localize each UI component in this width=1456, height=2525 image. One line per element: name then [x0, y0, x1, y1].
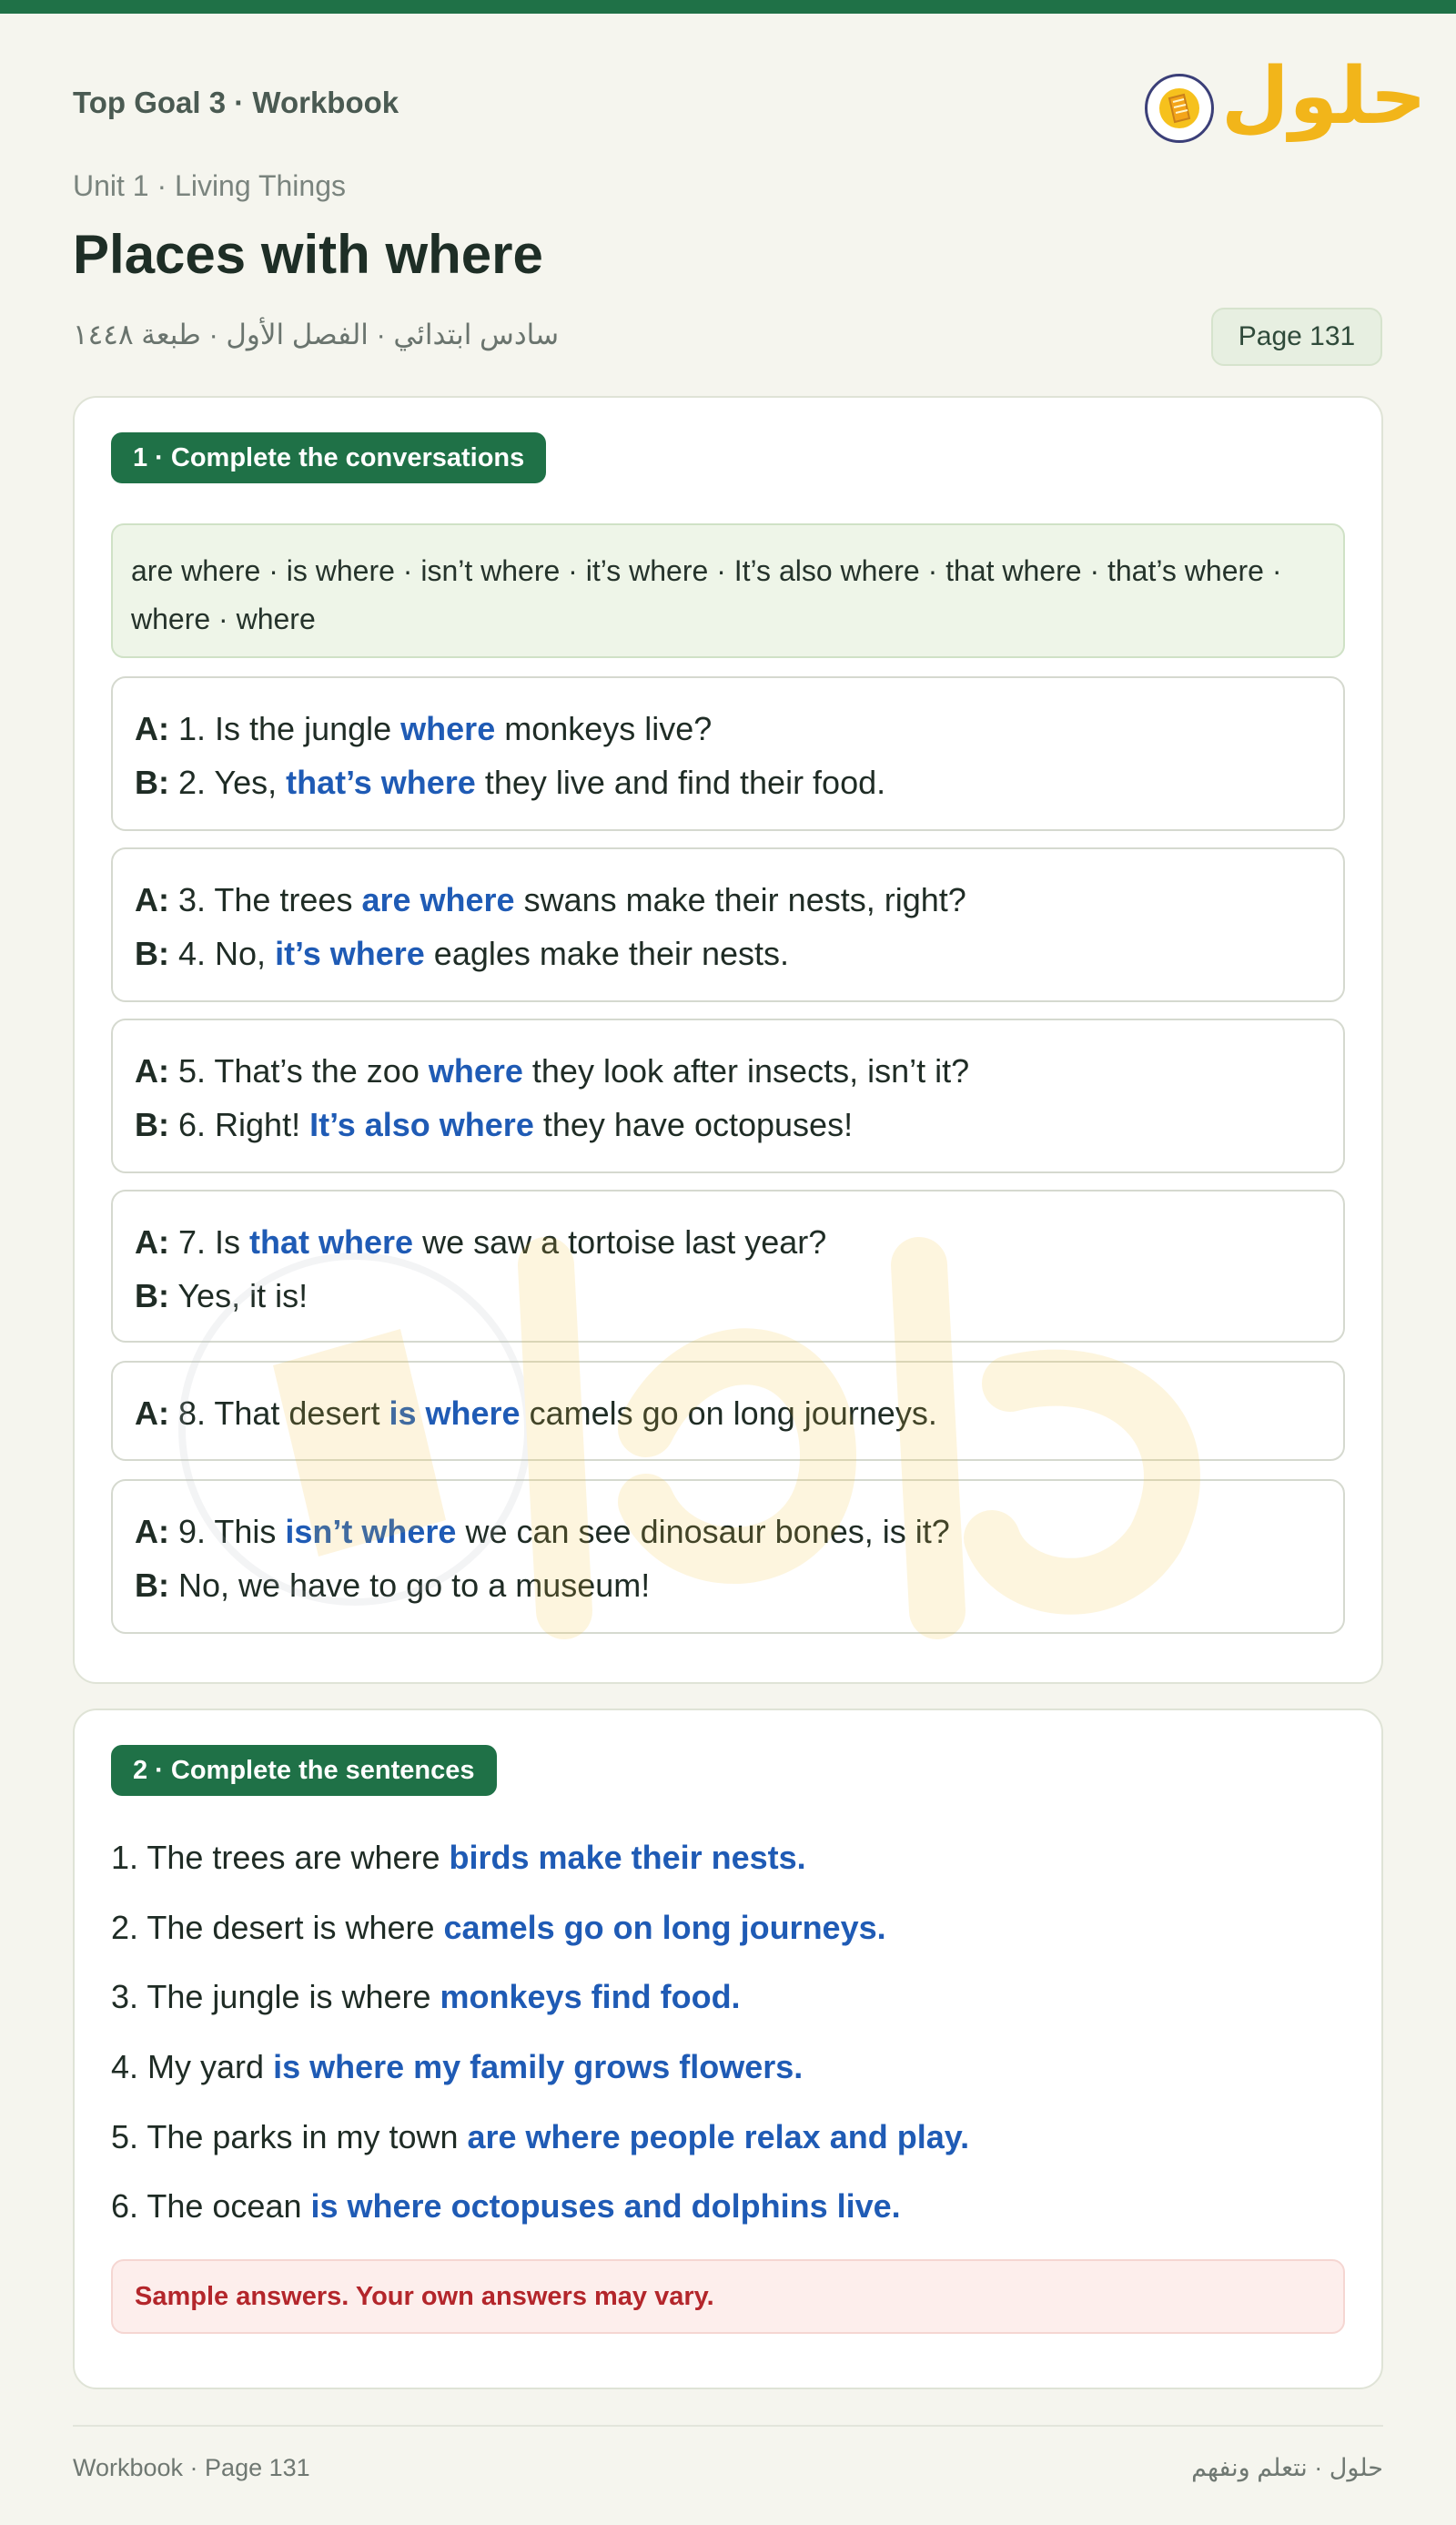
- dialogue-line: [135, 1044, 1321, 1098]
- dialogue-line: [135, 873, 1321, 927]
- line-text: monkeys live?: [495, 710, 713, 747]
- answer-text: are where: [361, 881, 515, 918]
- line-text: 3. The trees: [169, 881, 362, 918]
- footer-page-label: Workbook · Page 131: [73, 2454, 310, 2481]
- answer-text: monkeys find food.: [440, 1978, 741, 2015]
- answer-text: is where: [389, 1394, 521, 1432]
- speaker-label: B:: [135, 1106, 169, 1143]
- dialogue-line: [135, 1386, 1321, 1440]
- answer-text: where: [400, 710, 496, 747]
- sentence-item: [111, 1978, 741, 2016]
- sentence-prompt: 6. The ocean: [111, 2187, 311, 2225]
- sample-answers-note: Sample answers. Your own answers may vary.: [111, 2259, 1345, 2334]
- sentence-item: [111, 1839, 806, 1877]
- answer-text: isn’t where: [285, 1513, 457, 1550]
- dialogue-line: [135, 1269, 1321, 1323]
- sentence-prompt: 3. The jungle is where: [111, 1978, 440, 2015]
- dialogue-line: [135, 1098, 1321, 1151]
- sentence-prompt: 4. My yard: [111, 2048, 274, 2085]
- line-text: 2. Yes,: [169, 764, 287, 801]
- line-text: 5. That’s the zoo: [169, 1052, 429, 1090]
- logo-wordmark: حلول: [1221, 51, 1427, 142]
- page-title: Places with where: [73, 224, 543, 285]
- line-text: 4. No,: [169, 935, 276, 972]
- sentence-prompt: 1. The trees are where: [111, 1839, 450, 1876]
- speaker-label: A:: [135, 1513, 169, 1550]
- sentence-prompt: 2. The desert is where: [111, 1909, 444, 1946]
- answer-text: where: [428, 1052, 523, 1090]
- sentence-prompt: 5. The parks in my town: [111, 2118, 468, 2155]
- answer-text: camels go on long journeys.: [443, 1909, 886, 1946]
- answer-text: that’s where: [286, 764, 476, 801]
- sentence-item: [111, 2048, 803, 2086]
- book-title: Top Goal 3 · Workbook: [73, 86, 399, 119]
- line-text: 1. Is the jungle: [169, 710, 401, 747]
- line-text: Yes, it is!: [169, 1277, 308, 1314]
- line-text: we can see dinosaur bones, is it?: [456, 1513, 950, 1550]
- answer-text: it’s where: [275, 935, 425, 972]
- conversation-3: [111, 1019, 1345, 1173]
- line-text: 8. That desert: [169, 1394, 389, 1432]
- speaker-label: A:: [135, 1052, 169, 1090]
- dialogue-line: [135, 927, 1321, 980]
- speaker-label: B:: [135, 764, 169, 801]
- line-text: they look after insects, isn’t it?: [522, 1052, 970, 1090]
- dialogue-line: [135, 1558, 1321, 1612]
- sentence-item: [111, 2118, 969, 2156]
- speaker-label: A:: [135, 881, 169, 918]
- sentence-item: [111, 1909, 886, 1947]
- answer-text: birds make their nests.: [449, 1839, 806, 1876]
- footer-divider: [73, 2425, 1383, 2427]
- hulul-logo[interactable]: [1145, 51, 1427, 157]
- logo-book-icon: [1145, 74, 1214, 143]
- sentences-card: [73, 1709, 1383, 2389]
- section-1-heading: 1 · Complete the conversations: [111, 432, 546, 483]
- answer-text: is where my family grows flowers.: [273, 2048, 804, 2085]
- conversation-2: [111, 847, 1345, 1002]
- arabic-subtitle: سادس ابتدائي · الفصل الأول · طبعة ١٤٤٨: [73, 319, 560, 350]
- dialogue-line: [135, 702, 1321, 755]
- speaker-label: B:: [135, 1277, 169, 1314]
- page-badge: Page 131: [1211, 308, 1382, 366]
- answer-text: It’s also where: [309, 1106, 534, 1143]
- conversation-6: [111, 1479, 1345, 1634]
- line-text: we saw a tortoise last year?: [413, 1223, 827, 1261]
- conversation-1: [111, 676, 1345, 831]
- conversations-card: [73, 396, 1383, 1684]
- line-text: No, we have to go to a museum!: [169, 1567, 651, 1604]
- sentence-item: [111, 2187, 901, 2226]
- section-2-heading: 2 · Complete the sentences: [111, 1745, 497, 1796]
- dialogue-line: [135, 1505, 1321, 1558]
- speaker-label: A:: [135, 1223, 169, 1261]
- line-text: they live and find their food.: [475, 764, 886, 801]
- footer-brand-tagline: حلول · نتعلم ونفهم: [1191, 2454, 1383, 2481]
- answer-text: that where: [249, 1223, 414, 1261]
- word-bank: are where · is where · isn’t where · it’s where · It’s also where · that where · that’s where · where · where: [111, 523, 1345, 658]
- line-text: camels go on long journeys.: [520, 1394, 937, 1432]
- speaker-label: B:: [135, 935, 169, 972]
- answer-text: is where octopuses and dolphins live.: [310, 2187, 901, 2225]
- line-text: 9. This: [169, 1513, 286, 1550]
- line-text: swans make their nests, right?: [514, 881, 966, 918]
- line-text: they have octopuses!: [533, 1106, 854, 1143]
- dialogue-line: [135, 755, 1321, 809]
- conversation-4: [111, 1190, 1345, 1343]
- dialogue-line: [135, 1215, 1321, 1269]
- speaker-label: A:: [135, 710, 169, 747]
- speaker-label: B:: [135, 1567, 169, 1604]
- line-text: eagles make their nests.: [424, 935, 789, 972]
- top-accent-bar: [0, 0, 1456, 14]
- answer-text: are where people relax and play.: [467, 2118, 970, 2155]
- conversation-5: [111, 1361, 1345, 1461]
- line-text: 6. Right!: [169, 1106, 310, 1143]
- unit-label: Unit 1 · Living Things: [73, 169, 346, 202]
- line-text: 7. Is: [169, 1223, 250, 1261]
- speaker-label: A:: [135, 1394, 169, 1432]
